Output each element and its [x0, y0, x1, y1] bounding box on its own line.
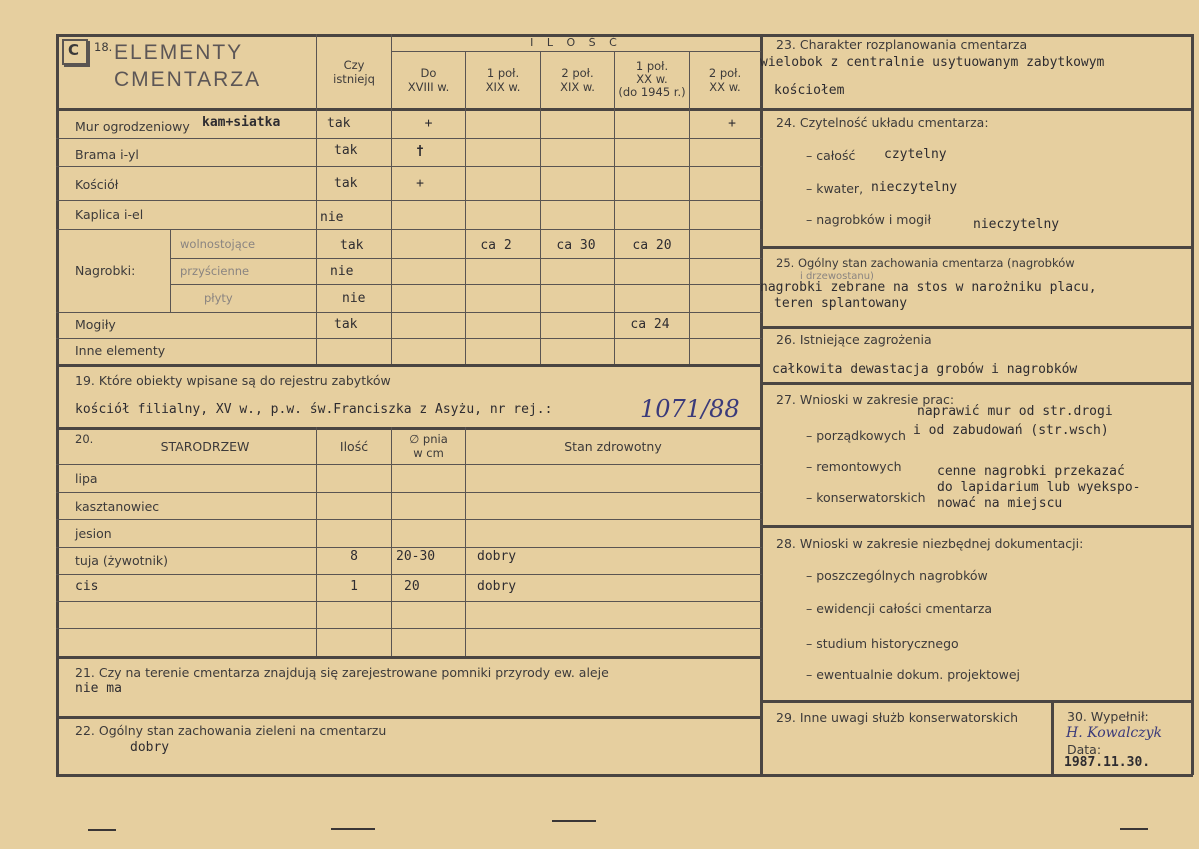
row-czy-mogily: tak	[334, 317, 358, 332]
q21-question: 21. Czy na terenie cmentarza znajdują się zarejestrowane pomniki przyrody ew. aleje	[75, 665, 609, 680]
col-header-1pol-xx-line2: XX w.	[636, 72, 668, 86]
ilosc-header: I L O Ś Ć	[530, 36, 622, 49]
tree-state-tuja: dobry	[477, 549, 517, 564]
q28-item-studium: – studium historycznego	[806, 636, 959, 651]
q23-answer-line1: wielobok z centralnie usytuowanym zabytkowym	[760, 55, 1105, 70]
row-typed-mur: kam+siatka	[202, 115, 281, 130]
q28-question: 28. Wnioski w zakresie niezbędnej dokumentacji:	[776, 536, 1084, 551]
col-header-2pol-xx-line1: 2 poł.	[708, 66, 742, 80]
col-header-2pol-xix-line2: XIX w.	[560, 80, 595, 94]
row-czy-przyscienne: nie	[330, 264, 354, 279]
trees-header: STARODRZEW	[160, 439, 250, 454]
q28-item-nagrobkow: – poszczególnych nagrobków	[806, 568, 988, 583]
tree-state-cis: dobry	[477, 579, 517, 594]
tree-qty-cis: 1	[350, 579, 358, 594]
col-header-2pol-xx	[690, 66, 760, 94]
col-header-xviii-line2: XVIII w.	[407, 80, 450, 94]
q19-handwritten-number: 1071/88	[640, 395, 740, 423]
q30-question: 30. Wypełnił:	[1067, 709, 1149, 724]
row-czy-plyty: nie	[342, 291, 366, 306]
row-mark-wolno-1polxx: ca 20	[632, 238, 672, 253]
col-header-1pol-xix	[466, 66, 540, 94]
q30-date: 1987.11.30.	[1064, 755, 1151, 770]
q30-date-label: Data:	[1067, 742, 1102, 757]
row-mark-wolno-1polxix: ca 2	[480, 238, 512, 253]
col-header-czy-line2: istniejq	[333, 72, 375, 86]
tree-diam-cis: 20	[404, 579, 420, 594]
row-czy-kaplica: nie	[320, 210, 344, 225]
row-mark-mur-xviii: +	[424, 116, 433, 131]
col-header-2pol-xix	[541, 66, 614, 94]
trees-col-pnia-line2: w cm	[413, 446, 444, 460]
q27-question: 27. Wnioski w zakresie prac:	[776, 392, 955, 407]
tree-qty-tuja: 8	[350, 549, 358, 564]
section-number-18: 18.	[94, 40, 113, 54]
col-header-1pol-xx	[615, 60, 689, 99]
col-header-1pol-xx-line1: 1 poł.	[635, 59, 669, 73]
q22-question: 22. Ogólny stan zachowania zieleni na cmentarzu	[75, 723, 387, 738]
row-mark-mogily-1polxx: ca 24	[630, 317, 670, 332]
col-header-1pol-xix-line1: 1 poł.	[486, 66, 520, 80]
q22-answer: dobry	[130, 740, 170, 755]
row-label-inne: Inne elementy	[75, 343, 166, 358]
section-badge	[62, 39, 88, 65]
badge-letter: C	[68, 41, 80, 59]
bottom-dash-3	[552, 820, 596, 822]
q30-signature: H. Kowalczyk	[1066, 725, 1163, 741]
q27-porz-line2: i od zabudowań (str.wsch)	[913, 423, 1109, 438]
tree-name-cis: cis	[75, 579, 99, 594]
q23-answer-line2: kościołem	[774, 83, 845, 98]
bottom-dash-4	[1120, 828, 1148, 830]
row-mark-brama-xviii: †	[416, 144, 424, 159]
q24-item-nagrobkow-label: – nagrobków i mogił	[806, 212, 932, 227]
row-czy-mur: tak	[327, 116, 351, 131]
trees-col-pnia-line1: ∅ pnia	[409, 432, 448, 446]
col-header-xviii-line1: Do	[420, 66, 437, 80]
q27-kons-line3: nować na miejscu	[937, 496, 1063, 511]
q25-answer-line2: teren splantowany	[774, 296, 908, 311]
tree-name-tuja: tuja (żywotnik)	[75, 553, 169, 568]
q24-item-calosc-value: czytelny	[884, 147, 947, 162]
tree-name-kasztanowiec: kasztanowiec	[75, 499, 160, 514]
col-header-2pol-xix-line1: 2 poł.	[561, 66, 594, 80]
row-label-nagrobki: Nagrobki:	[75, 263, 136, 278]
tree-diam-tuja: 20-30	[396, 549, 436, 564]
q21-answer: nie ma	[75, 681, 122, 696]
col-header-czy-line1: Czy	[343, 58, 365, 72]
row-label-mogily: Mogiły	[75, 317, 116, 332]
q24-item-nagrobkow-value: nieczytelny	[973, 217, 1060, 232]
q28-item-projektowej: – ewentualnie dokum. projektowej	[806, 667, 1021, 682]
col-header-1pol-xx-line3: (do 1945 r.)	[618, 85, 686, 99]
q27-kons-label: – konserwatorskich	[806, 490, 926, 505]
row-mark-mur-2polxx: +	[728, 116, 736, 131]
q29-question: 29. Inne uwagi służb konserwatorskich	[776, 710, 1018, 725]
tree-name-jesion: jesion	[75, 526, 112, 541]
col-header-2pol-xx-line2: XX w.	[709, 80, 741, 94]
q25-question: 25. Ogólny stan zachowania cmentarza (nagrobków	[776, 256, 1075, 270]
trees-col-ilosc: Ilość	[339, 439, 369, 454]
q27-porz-line1: naprawić mur od str.drogi	[917, 404, 1113, 419]
section-title-line2: CMENTARZA	[114, 68, 262, 91]
row-label-mur: Mur ogrodzeniowy	[75, 119, 190, 134]
row-mark-wolno-2polxix: ca 30	[556, 238, 596, 253]
row-label-kaplica: Kaplica i-el	[75, 207, 144, 222]
q19-answer: kościół filialny, XV w., p.w. św.Franciszka z Asyżu, nr rej.:	[75, 402, 553, 417]
col-header-xviii	[392, 66, 465, 94]
q25-question-line2: i drzewostanu)	[800, 271, 874, 282]
row-czy-wolnostojace: tak	[340, 238, 364, 253]
row-sub-przyscienne: przyścienne	[180, 264, 250, 278]
row-mark-kosciol-xviii: +	[416, 176, 424, 191]
q26-question: 26. Istniejące zagrożenia	[776, 332, 932, 347]
row-czy-brama: tak	[334, 143, 358, 158]
row-czy-kosciol: tak	[334, 176, 358, 191]
q27-kons-line2: do lapidarium lub wyekspo-	[937, 480, 1141, 495]
q27-rem-label: – remontowych	[806, 459, 902, 474]
q24-question: 24. Czytelność układu cmentarza:	[776, 115, 989, 130]
q28-item-ewidencji: – ewidencji całości cmentarza	[806, 601, 993, 616]
q19-question: 19. Które obiekty wpisane są do rejestru zabytków	[75, 373, 391, 388]
q26-answer: całkowita dewastacja grobów i nagrobków	[772, 362, 1078, 377]
trees-col-pnia	[392, 432, 465, 460]
row-sub-plyty: płyty	[204, 291, 233, 305]
bottom-dash-2	[331, 828, 375, 830]
trees-col-stan: Stan zdrowotny	[564, 439, 662, 454]
q27-porz-label: – porządkowych	[806, 428, 906, 443]
row-label-kosciol: Kościół	[75, 177, 119, 192]
q25-answer-line1: nagrobki zebrane na stos w narożniku placu,	[760, 280, 1097, 295]
q27-kons-line1: cenne nagrobki przekazać	[937, 464, 1125, 479]
tree-name-lipa: lipa	[75, 471, 98, 486]
q24-item-calosc-label: – całość	[806, 148, 856, 163]
col-header-czy	[318, 58, 390, 86]
row-label-brama: Brama i-yl	[75, 147, 139, 162]
section-title-line1: ELEMENTY	[114, 41, 244, 64]
q24-item-kwater-value: nieczytelny	[871, 180, 958, 195]
q24-item-kwater-label: – kwater,	[806, 181, 864, 196]
col-header-1pol-xix-line2: XIX w.	[485, 80, 521, 94]
bottom-dash-1	[88, 829, 116, 831]
q23-question: 23. Charakter rozplanowania cmentarza	[776, 37, 1028, 52]
trees-number: 20.	[75, 432, 94, 446]
row-sub-wolnostojace: wolnostojące	[180, 237, 256, 251]
